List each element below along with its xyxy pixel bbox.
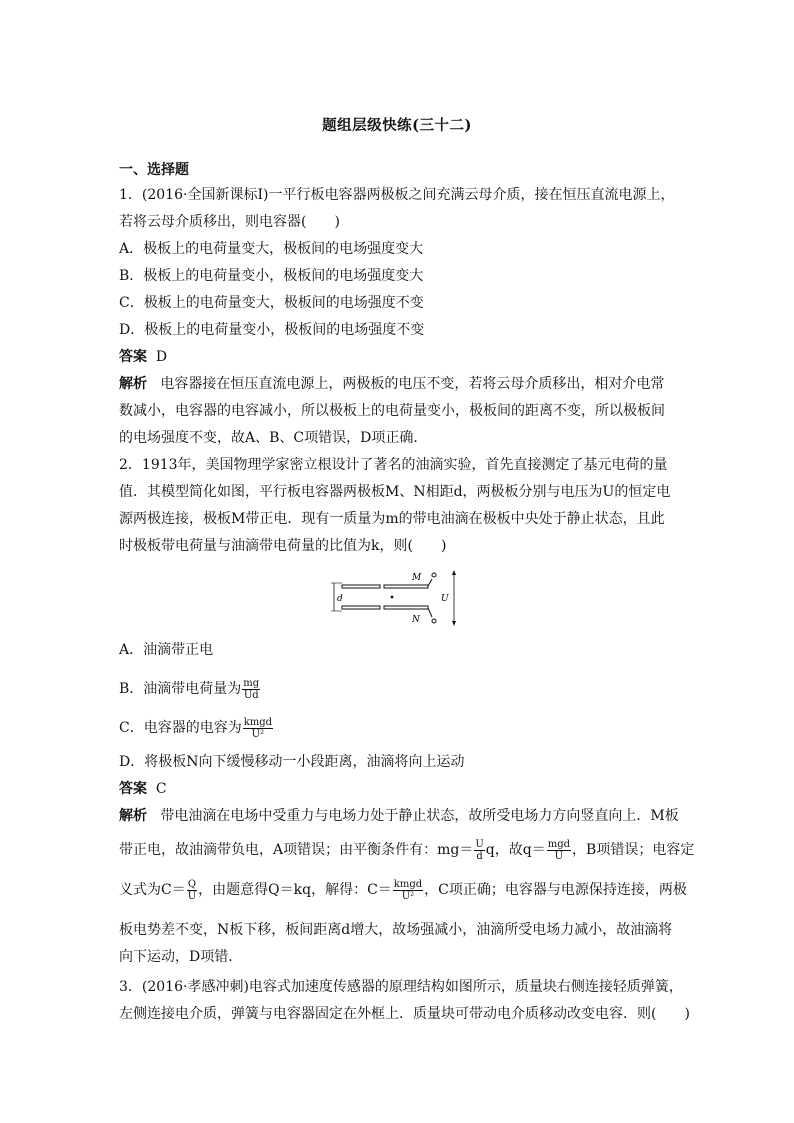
q2-option-c-text: C．电容器的电容为	[119, 720, 242, 736]
plate-n-left	[342, 606, 380, 609]
capacitor-diagram	[328, 566, 464, 628]
q2-stem-line-3: 源两极连接，极板M带正电．现有一质量为m的带电油滴在极板中央处于静止状态，且此	[119, 511, 665, 527]
q2-analysis-line-4: 板电势差不变，N板下移，板间距离d增大，故场强减小，油滴所受电场力减小，故油滴将	[119, 922, 673, 938]
fraction-mg-ud	[242, 678, 260, 701]
plate-m-left	[342, 585, 380, 588]
frac-num: Q	[187, 878, 197, 890]
q2-a2-mid: q，故q＝	[485, 842, 546, 858]
plate-m-right	[384, 585, 428, 588]
q2-analysis-line-5: 向下运动，D项错．	[119, 949, 243, 965]
q2-option-a: A．油滴带正电	[119, 642, 214, 658]
q3-stem-line-1: 3．(2016·孝感冲刺)电容式加速度传感器的原理结构如图所示，质量块右侧连接轻质弹簧，	[119, 979, 683, 995]
label-u: U	[441, 594, 449, 604]
frac-num: mgd	[547, 838, 571, 850]
q2-a2-pre: 带正电，故油滴带负电，A项错误；由平衡条件有：mg＝	[119, 842, 474, 858]
q1-answer-label: 答案	[119, 349, 147, 365]
frac-num: kmgd	[393, 878, 423, 890]
frac-den: U	[554, 850, 564, 862]
q2-answer	[119, 779, 679, 799]
q2-analysis-line-3	[119, 875, 687, 905]
q2-a3-post: ，C项正确；电容器与电源保持连接，两极	[424, 882, 687, 898]
q2-a3-mid: ，由题意得Q＝kq，解得：C＝	[198, 882, 392, 898]
fraction-q-u	[187, 879, 197, 902]
q2-analysis-line-1	[119, 806, 679, 826]
frac-den: d	[476, 850, 483, 862]
q2-a2-post: ，B项错误；电容定	[572, 842, 695, 858]
frac-den: U	[187, 890, 197, 902]
q2-option-b-text: B．油滴带电荷量为	[119, 681, 242, 697]
q1-answer	[119, 347, 679, 367]
q2-answer-label: 答案	[119, 781, 147, 797]
frac-den: U²	[251, 728, 265, 740]
fraction-u-d	[474, 839, 484, 862]
page-title: 题组层级快练(三十二)	[322, 117, 472, 134]
q2-analysis-label: 解析	[119, 808, 147, 824]
q2-stem-line-2: 值．其模型简化如图，平行板电容器两极板M、N相距d，两极板分别与电压为U的恒定电	[119, 484, 671, 500]
q1-analysis-line-1	[119, 374, 679, 394]
frac-num: kmgd	[243, 716, 273, 728]
q1-analysis-line-3: 的电场强度不变，故A、B、C项错误，D项正确．	[119, 430, 428, 446]
oil-droplet	[391, 596, 394, 599]
q1-stem-line-2: 若将云母介质移出，则电容器( )	[119, 214, 340, 230]
fraction-mgd-u	[547, 839, 571, 862]
q2-analysis-line-2	[119, 835, 695, 865]
terminal-bottom	[432, 619, 436, 623]
label-n: N	[412, 615, 420, 625]
q2-option-b	[119, 676, 679, 702]
q3-stem-line-2: 左侧连接电介质，弹簧与电容器固定在外框上．质量块可带动电介质移动改变电容．则( )	[119, 1006, 690, 1022]
q1-option-b: B．极板上的电荷量变小，极板间的电场强度变大	[119, 268, 424, 284]
q1-analysis-line-2: 数减小，电容器的电容减小，所以极板上的电荷量变小，极板间的距离不变，所以极板间	[119, 403, 665, 419]
q1-stem-line-1: 1．(2016·全国新课标Ⅰ)一平行板电容器两极板之间充满云母介质，接在恒压直流电源上，	[119, 187, 675, 203]
fraction-kmgd-u2	[243, 717, 273, 740]
frac-den: U²	[401, 890, 415, 902]
q1-option-c: C．极板上的电荷量变大，极板间的电场强度不变	[119, 295, 424, 311]
q2-stem-line-4: 时极板带电荷量与油滴带电荷量的比值为k，则( )	[119, 538, 447, 554]
q2-stem-line-1: 2．1913年，美国物理学家密立根设计了著名的油滴实验，首先直接测定了基元电荷的量	[119, 457, 668, 473]
q1-analysis-text-1: 电容器接在恒压直流电源上，两极板的电压不变，若将云母介质移出，相对介电常	[160, 376, 665, 392]
terminal-top	[432, 573, 436, 577]
q2-analysis-text-1: 带电油滴在电场中受重力与电场力处于静止状态，故所受电场力方向竖直向上．M板	[160, 808, 679, 824]
fraction-kmgd-u2-b	[393, 879, 423, 902]
q1-option-d: D．极板上的电荷量变小，极板间的电场强度不变	[119, 322, 425, 338]
label-m: M	[412, 573, 422, 583]
q1-analysis-label: 解析	[119, 376, 147, 392]
frac-den: Ud	[243, 689, 259, 701]
section-heading: 一、选择题	[119, 162, 189, 178]
q2-a3-pre: 义式为C＝	[119, 882, 186, 898]
q2-option-d: D．将极板N向下缓慢移动一小段距离，油滴将向上运动	[119, 754, 465, 770]
frac-num: mg	[243, 677, 260, 689]
q1-answer-value: D	[155, 349, 168, 365]
q2-option-c	[119, 715, 679, 741]
q2-answer-value: C	[155, 781, 167, 797]
frac-num: U	[475, 838, 484, 850]
q1-option-a: A．极板上的电荷量变大，极板间的电场强度变大	[119, 241, 424, 257]
label-d: d	[337, 594, 343, 604]
plate-n-right	[384, 606, 428, 609]
